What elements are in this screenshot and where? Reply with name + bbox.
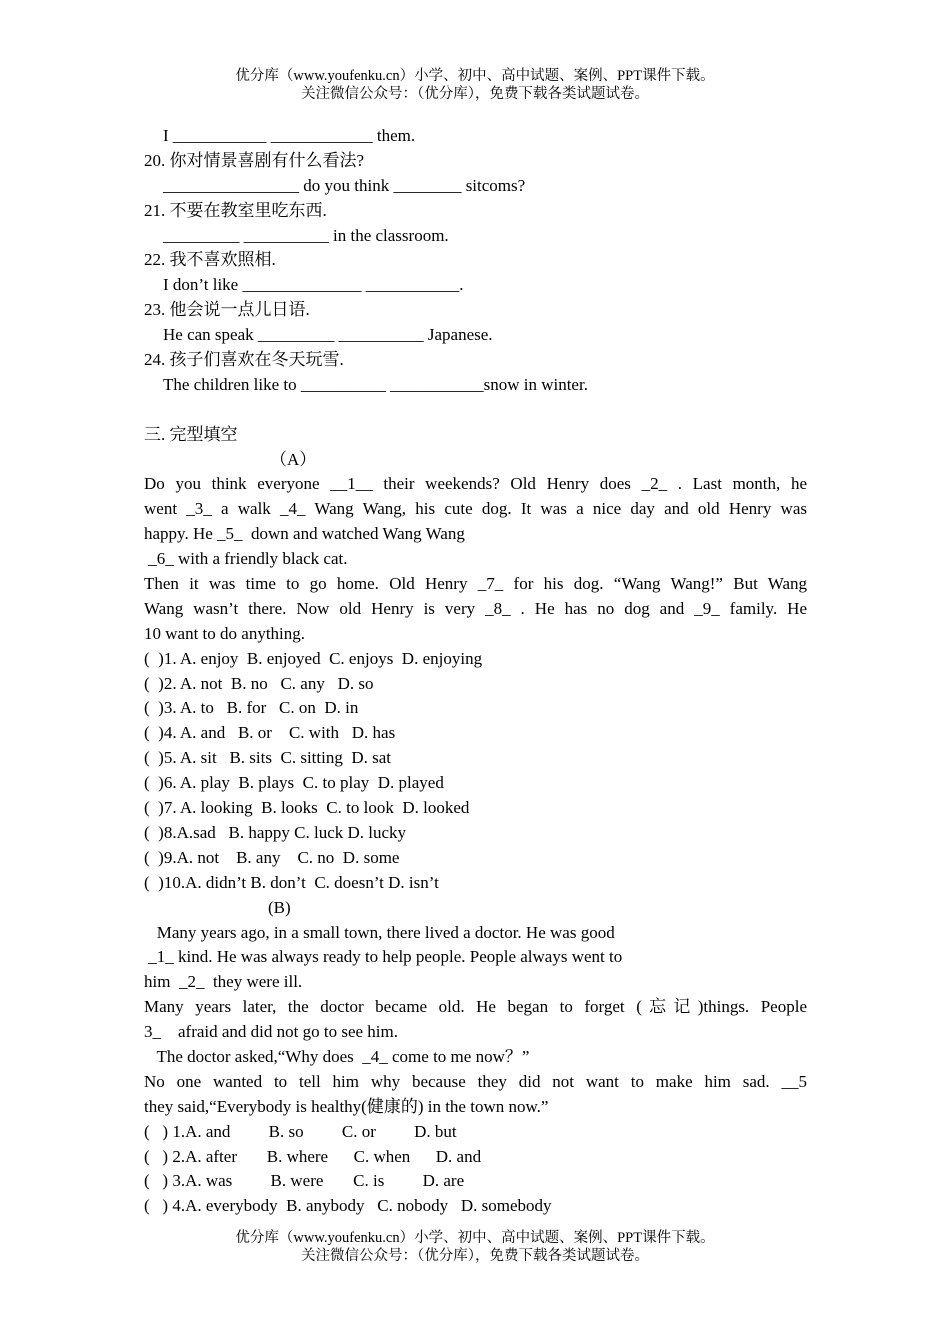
- translation-21-question: 21. 不要在教室里吃东西.: [144, 200, 327, 220]
- translation-21-answer: _________ __________ in the classroom.: [163, 225, 449, 245]
- section-title: 三. 完型填空: [144, 424, 238, 444]
- passage-a-option: ( )4. A. and B. or C. with D. has: [144, 723, 396, 743]
- passage-a-option: ( )8.A.sad B. happy C. luck D. lucky: [144, 822, 407, 842]
- passage-b-line: Many years ago, in a small town, there lived a doctor. He was good: [144, 922, 615, 942]
- passage-b-line: him _2_ they were ill.: [144, 972, 303, 992]
- footer-line-1: 优分库（www.youfenku.cn）小学、初中、高中试题、案例、PPT课件下载。: [235, 1230, 715, 1246]
- translation-24-answer: The children like to __________ ___________snow in winter.: [163, 374, 588, 394]
- passage-b-line: The doctor asked,“Why does _4_ come to me now？”: [144, 1046, 530, 1066]
- passage-a-option: ( )3. A. to B. for C. on D. in: [144, 698, 359, 718]
- passage-a-line: 10 want to do anything.: [144, 623, 306, 643]
- passage-b-option: ( ) 4.A. everybody B. anybody C. nobody D. somebody: [144, 1196, 552, 1216]
- translation-23-answer: He can speak _________ __________ Japanese.: [163, 325, 493, 345]
- translation-20-question: 20. 你对情景喜剧有什么看法?: [144, 150, 365, 170]
- passage-a-line: Do you think everyone __1__ their weekends? Old Henry does _2_ . Last month, he: [144, 474, 807, 494]
- passage-b-line: _1_ kind. He was always ready to help people. People always went to: [144, 947, 623, 967]
- passage-a-option: ( )1. A. enjoy B. enjoyed C. enjoys D. enjoying: [144, 648, 483, 668]
- translation-23-question: 23. 他会说一点儿日语.: [144, 300, 310, 320]
- passage-b-line: No one wanted to tell him why because they did not want to make him sad. __5: [144, 1071, 807, 1091]
- passage-a-line: _6_ with a friendly black cat.: [144, 549, 348, 569]
- translation-22-answer: I don’t like ______________ ___________.: [163, 275, 464, 295]
- translation-22-question: 22. 我不喜欢照相.: [144, 250, 276, 270]
- passage-b-option: ( ) 3.A. was B. were C. is D. are: [144, 1171, 465, 1191]
- passage-a-line: Wang wasn’t there. Now old Henry is very _8_ . He has no dog and _9_ family. He: [144, 598, 807, 618]
- passage-a-option: ( )10.A. didn’t B. don’t C. doesn’t D. isn’t: [144, 872, 439, 892]
- passage-b-line: Many years later, the doctor became old. He began to forget (忘记)things. People: [144, 997, 807, 1017]
- translation-20-answer: ________________ do you think ________ sitcoms?: [163, 175, 526, 195]
- passage-a-option: ( )7. A. looking B. looks C. to look D. looked: [144, 798, 470, 818]
- header-line-2: 关注微信公众号：（优分库），免费下载各类试题试卷。: [301, 86, 649, 102]
- passage-a-line: went _3_ a walk _4_ Wang Wang, his cute dog. It was a nice day and old Henry was: [144, 499, 807, 519]
- passage-a-option: ( )2. A. not B. no C. any D. so: [144, 673, 374, 693]
- passage-a-line: Then it was time to go home. Old Henry _7_ for his dog. “Wang Wang!” But Wang: [144, 574, 807, 594]
- passage-a-line: happy. He _5_ down and watched Wang Wang: [144, 524, 465, 544]
- translation-24-question: 24. 孩子们喜欢在冬天玩雪.: [144, 350, 344, 370]
- spacer: [144, 398, 807, 423]
- footer-line-2: 关注微信公众号：（优分库），免费下载各类试题试卷。: [301, 1248, 649, 1264]
- passage-b-line: 3_ afraid and did not go to see him.: [144, 1022, 399, 1042]
- passage-a-option: ( )6. A. play B. plays C. to play D. played: [144, 773, 444, 793]
- passage-b-label: (B): [268, 897, 291, 917]
- page-header: [0, 67, 950, 103]
- passage-b-line: they said,“Everybody is healthy(健康的) in the town now.”: [144, 1096, 549, 1116]
- passage-b-option: ( ) 1.A. and B. so C. or D. but: [144, 1121, 457, 1141]
- passage-b-option: ( ) 2.A. after B. where C. when D. and: [144, 1146, 482, 1166]
- page-footer: [0, 1229, 950, 1265]
- passage-a-label: （A）: [270, 449, 317, 469]
- translation-19-answer: I ___________ ____________ them.: [163, 126, 416, 145]
- header-line-1: 优分库（www.youfenku.cn）小学、初中、高中试题、案例、PPT课件下载。: [235, 68, 715, 84]
- passage-a-option: ( )5. A. sit B. sits C. sitting D. sat: [144, 748, 391, 768]
- passage-a-option: ( )9.A. not B. any C. no D. some: [144, 847, 400, 867]
- document-body: [144, 124, 807, 1219]
